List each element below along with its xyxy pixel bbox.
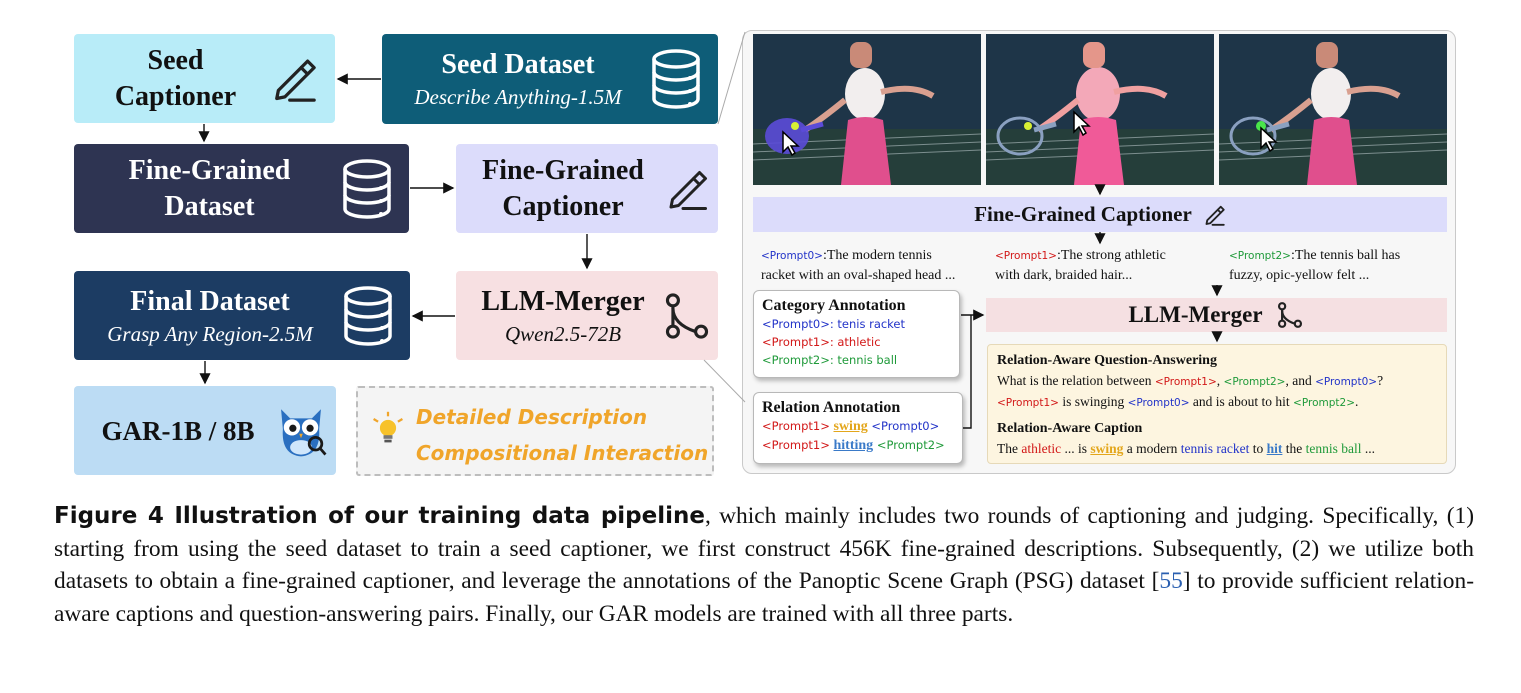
figure-caption	[54, 500, 1474, 630]
gar-model-label: GAR-1B / 8B	[101, 415, 255, 446]
qa-a-mid1: is swinging	[1058, 394, 1128, 409]
relation-annotation-title: Relation Annotation	[762, 399, 901, 416]
figure-caption-text2: ] to provide sufficient relation-aware captions and question-answering pairs. Finally, our GAR models are trained with all three parts.	[54, 568, 1474, 627]
category-row-1: <Prompt1>: athletic	[762, 335, 881, 349]
prompt0-tag: <Prompt0>	[761, 250, 823, 262]
relation-row1-verb: hitting	[833, 438, 874, 453]
citation-link[interactable]: 55	[1159, 568, 1183, 594]
cap-swing: swing	[1090, 441, 1124, 456]
relation-row0-object: <Prompt0>	[871, 419, 940, 433]
qa-q-prompt2: <Prompt2>	[1223, 376, 1286, 388]
qa-q-prompt0: <Prompt0>	[1315, 376, 1378, 388]
llm-merger-title: LLM-Merger	[481, 285, 645, 317]
qa-q-prompt1: <Prompt1>	[1154, 376, 1217, 388]
caption-title: Relation-Aware Caption	[997, 421, 1143, 436]
cap-w5: a modern	[1123, 441, 1181, 456]
cap-w7: to	[1249, 441, 1267, 456]
cap-w1: The	[997, 441, 1022, 456]
qa-a-end: .	[1355, 394, 1359, 409]
qa-title: Relation-Aware Question-Answering	[997, 353, 1217, 368]
qa-q-sep2: , and	[1285, 373, 1316, 388]
qa-question-prefix: What is the relation between	[997, 373, 1155, 388]
qa-q-sep1: ,	[1216, 373, 1224, 388]
figure-caption-text1: , which mainly includes two rounds of captioning and judging. Specifically, (1) starting from using the seed dataset to train a seed captioner, we first construct 456K fine-grained descriptions. Subsequently, (2) we utilize both datasets to obtain a fine-grained captioner, and leverage the annotations of the Panoptic Scene Graph (PSG) dataset [	[54, 503, 1475, 594]
prompt2-tag: <Prompt2>	[1229, 250, 1291, 262]
qa-a-prompt2: <Prompt2>	[1293, 397, 1355, 409]
relation-row0-subject: <Prompt1>	[762, 419, 830, 433]
qa-a-prompt0: <Prompt0>	[1127, 397, 1190, 409]
qa-a-mid2: and is about to hit	[1189, 394, 1294, 409]
category-row-2: <Prompt2>: tennis ball	[762, 353, 898, 367]
relation-row1-subject: <Prompt1>	[762, 438, 830, 452]
llm-merger-subtitle: Qwen2.5-72B	[504, 321, 622, 346]
cap-w11: ...	[1361, 441, 1376, 456]
category-row-0: <Prompt0>: tenis racket	[762, 317, 906, 331]
fine-grained-captioner-line1: Fine-Grained	[482, 154, 644, 186]
qa-q-end: ?	[1377, 373, 1384, 388]
prompt2-text: :The tennis ball has	[1290, 248, 1401, 263]
fine-grained-dataset-line2: Dataset	[164, 190, 255, 222]
cap-tennis-racket: tennis racket	[1180, 441, 1250, 456]
fine-grained-dataset-line1: Fine-Grained	[128, 154, 291, 186]
seed-captioner-line1: Seed	[147, 44, 204, 76]
cap-w3: ... is	[1061, 441, 1091, 456]
qa-a-prompt1: <Prompt1>	[997, 397, 1059, 409]
seed-captioner-line2: Captioner	[114, 80, 237, 112]
relation-row1-object: <Prompt2>	[876, 438, 945, 452]
highlight-line1: Detailed Description	[416, 405, 648, 429]
prompt1-text: :The strong athletic	[1056, 248, 1166, 263]
relation-row0-verb: swing	[833, 419, 868, 434]
fine-grained-captioner-line2: Captioner	[502, 190, 624, 222]
cap-tennis-ball: tennis ball	[1305, 441, 1362, 456]
final-dataset-title: Final Dataset	[130, 285, 290, 317]
figure-label: Figure 4 Illustration of our training data pipeline	[54, 503, 705, 529]
prompt1-text2: with dark, braided hair...	[995, 268, 1133, 283]
prompt2-text2: fuzzy, opic-yellow felt ...	[1229, 268, 1370, 283]
cap-hit: hit	[1266, 441, 1283, 456]
llm-bar-label: LLM-Merger	[1128, 302, 1263, 327]
final-dataset-subtitle: Grasp Any Region-2.5M	[107, 321, 313, 346]
category-annotation-title: Category Annotation	[762, 297, 906, 314]
prompt1-tag: <Prompt1>	[995, 250, 1057, 262]
seed-dataset-subtitle: Describe Anything-1.5M	[414, 85, 622, 109]
prompt0-text2: racket with an oval-shaped head ...	[761, 268, 956, 283]
highlight-line2: Compositional Interaction	[416, 441, 709, 465]
fg-bar-label: Fine-Grained Captioner	[974, 202, 1192, 226]
cap-w9: the	[1282, 441, 1306, 456]
cap-athletic: athletic	[1021, 441, 1062, 456]
seed-dataset-title: Seed Dataset	[441, 49, 595, 80]
prompt0-text: :The modern tennis	[822, 248, 932, 263]
